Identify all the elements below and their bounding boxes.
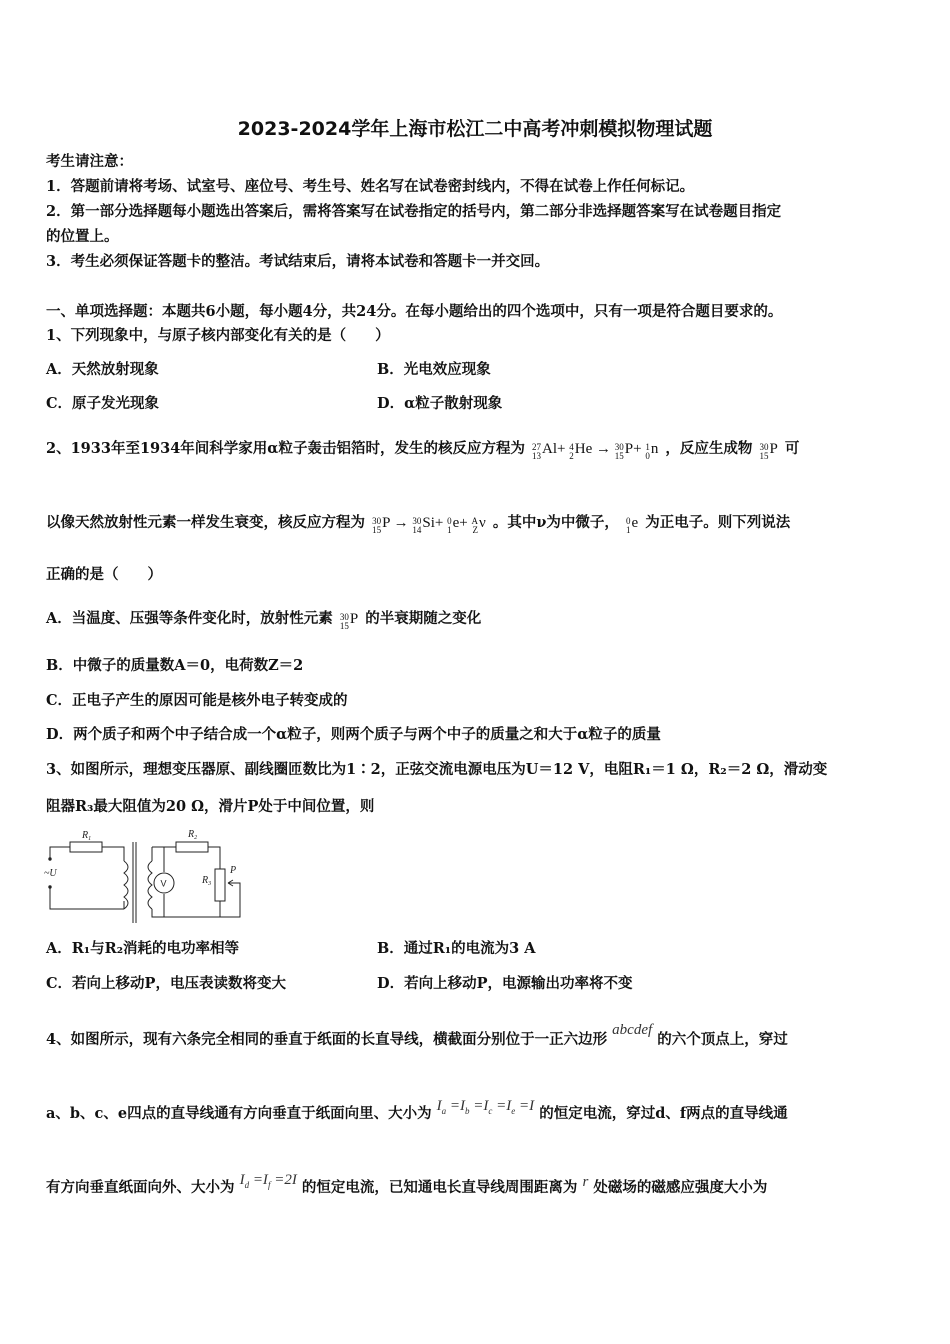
q2-l1-text-a: 2、1933年至1934年间科学家用α粒子轰击铝箔时，发生的核反应方程为 bbox=[46, 440, 525, 457]
q2-line-3: 正确的是（ ） bbox=[46, 566, 162, 583]
q2-l2-text-a: 以像天然放射性元素一样发生衰变，核反应方程为 bbox=[46, 514, 365, 531]
label-source: ~U bbox=[44, 868, 57, 879]
q2-option-c: C．正电子产生的原因可能是核外电子转变成的 bbox=[46, 692, 348, 709]
q2-l1-text-c: 可 bbox=[784, 440, 800, 457]
q2-l1-text-b: ，反应生成物 bbox=[665, 440, 753, 457]
voltmeter-icon: V bbox=[160, 878, 167, 889]
current-equation-i: $I_a =I_b =I_c =I_e =I$ bbox=[436, 1098, 535, 1116]
q3-option-a: A．R₁与R₂消耗的电功率相等 bbox=[46, 940, 240, 957]
q1-option-a: A．天然放射现象 bbox=[46, 361, 159, 378]
q4-line-2: a、b、c、e四点的直导线通有方向垂直于纸面向里、大小为 $I_a =I_b =I_c =I_e =I$ 的恒定电流，穿过d、f两点的直导线通 bbox=[46, 1098, 788, 1122]
reaction-equation-1: 27 13 Al+ 4 2 He → 30 15 P+ 1 0 n bbox=[532, 441, 659, 461]
hexagon-label: abcdef bbox=[612, 1022, 653, 1038]
q4-line-1: 4、如图所示，现有六条完全相同的垂直于纸面的长直导线，横截面分别位于一正六边形 abcdef 的六个顶点上，穿过 bbox=[46, 1022, 788, 1048]
nuclide-p30: 30 15 P bbox=[759, 441, 778, 461]
section-1-heading: 一、单项选择题：本题共6小题，每小题4分，共24分。在每小题给出的四个选项中，只有一项是符合题目要求的。 bbox=[46, 303, 783, 320]
q3-option-d: D．若向上移动P，电源输出功率将不变 bbox=[377, 975, 633, 992]
reaction-equation-2: 30 15 P → 30 14 Si+ 0 1 e+ A Z ν bbox=[372, 515, 486, 535]
notice-item-1: 1．答题前请将考场、试室号、座位号、考生号、姓名写在试卷密封线内，不得在试卷上作任何标记。 bbox=[46, 178, 695, 195]
q3-line-1: 3、如图所示，理想变压器原、副线圈匝数比为1∶2，正弦交流电源电压为U＝12 V，电阻R₁＝1 Ω，R₂＝2 Ω，滑动变 bbox=[46, 761, 828, 778]
nuclide-positron: 0 1 e bbox=[625, 515, 639, 535]
label-r2: $R_2$ bbox=[188, 829, 198, 841]
label-p: P bbox=[230, 865, 237, 876]
label-r3: $R_3$ bbox=[202, 875, 212, 887]
nuclide-p30-opt: 30 15 P bbox=[339, 611, 359, 631]
q2-line-1 bbox=[46, 439, 799, 461]
q1-option-d: D．α粒子散射现象 bbox=[377, 395, 503, 412]
notice-item-2: 2．第一部分选择题每小题选出答案后，需将答案写在试卷指定的括号内，第二部分非选择题答案写在试卷题目指定 bbox=[46, 203, 782, 220]
notice-item-3: 3．考生必须保证答题卡的整洁。考试结束后，请将本试卷和答题卡一并交回。 bbox=[46, 253, 550, 270]
page-title: 2023-2024学年上海市松江二中高考冲刺模拟物理试题 bbox=[237, 118, 713, 140]
q4-line-3: 有方向垂直纸面向外、大小为 $I_d =I_f =2I$ 的恒定电流，已知通电长直导线周围距离为 r 处磁场的磁感应强度大小为 bbox=[46, 1172, 768, 1196]
distance-r: r bbox=[582, 1174, 589, 1190]
q1-stem: 1、下列现象中，与原子核内部变化有关的是（ ） bbox=[46, 327, 390, 344]
q3-option-b: B．通过R₁的电流为3 A bbox=[377, 940, 536, 957]
q2-option-d: D．两个质子和两个中子结合成一个α粒子，则两个质子与两个中子的质量之和大于α粒子的质量 bbox=[46, 726, 661, 743]
q2-option-a: A．当温度、压强等条件变化时，放射性元素 30 15 P 的半衰期随之变化 bbox=[46, 610, 482, 631]
current-equation-2i: $I_d =I_f =2I$ bbox=[239, 1172, 297, 1190]
q2-line-2 bbox=[46, 513, 790, 535]
transformer-circuit-diagram bbox=[44, 825, 254, 923]
q2-l2-text-b: 。其中ν为中微子， bbox=[492, 514, 619, 531]
q2-l2-text-c: 为正电子。则下列说法 bbox=[645, 514, 791, 531]
q2-option-b: B．中微子的质量数A＝0，电荷数Z＝2 bbox=[46, 657, 304, 674]
label-r1: $R_1$ bbox=[82, 830, 92, 842]
q1-option-c: C．原子发光现象 bbox=[46, 395, 160, 412]
q1-option-b: B．光电效应现象 bbox=[377, 361, 491, 378]
q3-line-2: 阻器R₃最大阻值为20 Ω，滑片P处于中间位置，则 bbox=[46, 798, 375, 815]
notice-heading: 考生请注意： bbox=[46, 153, 133, 170]
q3-option-c: C．若向上移动P，电压表读数将变大 bbox=[46, 975, 286, 992]
notice-item-2-cont: 的位置上。 bbox=[46, 228, 119, 245]
